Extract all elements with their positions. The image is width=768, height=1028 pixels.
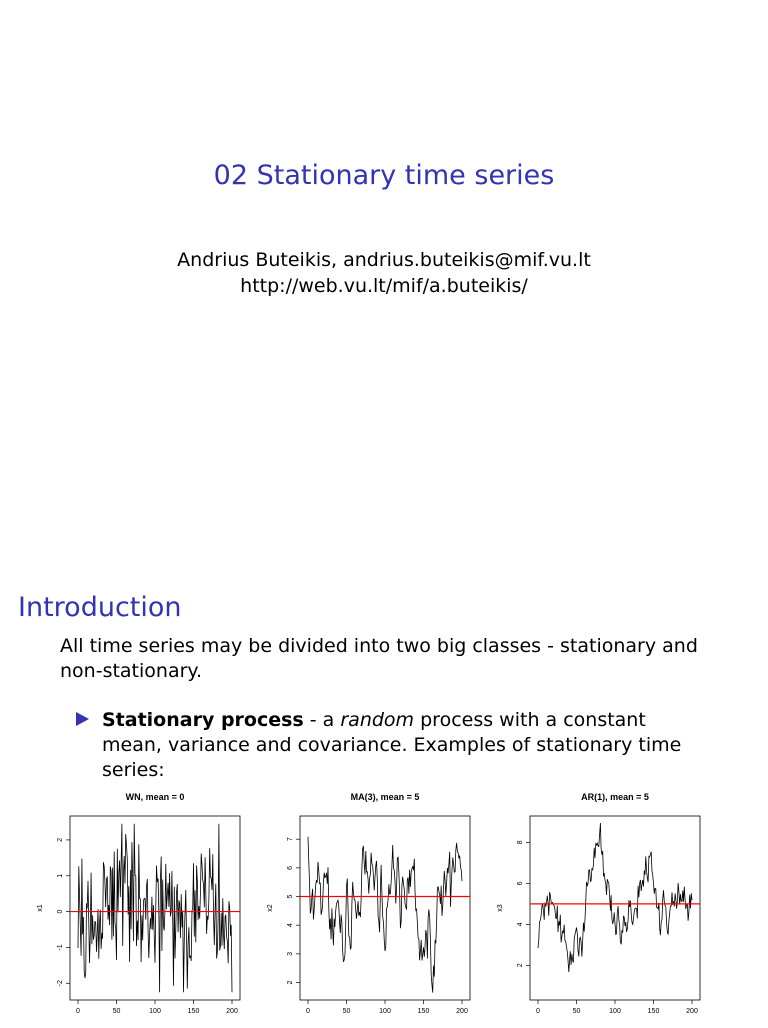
plot-frame (530, 816, 700, 1000)
x-tick-label: 200 (686, 1008, 698, 1015)
bullet-term: Stationary process (102, 709, 304, 731)
y-tick-label: 3 (287, 951, 294, 956)
series-line (78, 824, 232, 992)
frame-title: Introduction (18, 592, 182, 623)
intro-paragraph: All time series may be divided into two big classes - stationary and non-stationary. (60, 635, 698, 682)
bullet-text (102, 708, 702, 783)
time-series-plot-1 (37, 792, 240, 1015)
y-tick-label: 2 (57, 837, 64, 842)
x-tick-label: 200 (456, 1008, 468, 1015)
x-tick-label: 50 (572, 1008, 581, 1015)
author-block (0, 247, 768, 299)
x-tick-label: 100 (149, 1008, 161, 1015)
y-tick-label: 1 (57, 873, 64, 878)
y-tick-label: 8 (517, 840, 524, 845)
author-url[interactable]: http://web.vu.lt/mif/a.buteikis/ (240, 275, 528, 297)
plot-title: AR(1), mean = 5 (581, 792, 649, 802)
x-tick-label: 50 (112, 1008, 121, 1015)
y-tick-label: 0 (57, 909, 65, 914)
y-tick-label: -1 (57, 944, 64, 951)
example-plots (37, 784, 735, 1024)
x-tick-label: 150 (417, 1008, 430, 1015)
bullet-emphasis: random (340, 709, 415, 731)
y-tick-label: 7 (287, 837, 294, 842)
y-axis-label: x3 (497, 904, 504, 912)
series-line (538, 823, 692, 972)
y-tick-label: 5 (287, 894, 294, 899)
plot-title: MA(3), mean = 5 (350, 792, 420, 802)
y-tick-label: 6 (517, 881, 524, 886)
x-tick-label: 50 (342, 1008, 351, 1015)
x-tick-label: 0 (76, 1008, 80, 1015)
y-tick-label: 2 (287, 980, 294, 985)
x-tick-label: 100 (379, 1008, 391, 1015)
x-tick-label: 0 (536, 1008, 540, 1015)
y-tick-label: 6 (287, 865, 294, 870)
x-tick-label: 100 (609, 1008, 621, 1015)
y-axis-label: x2 (267, 904, 274, 912)
author-line: Andrius Buteikis, andrius.buteikis@mif.vu.lt (177, 249, 591, 271)
x-tick-label: 200 (226, 1008, 238, 1015)
y-tick-label: 4 (517, 922, 524, 927)
plots-svg (37, 784, 735, 1024)
time-series-plot-2 (267, 792, 470, 1015)
x-tick-label: 150 (187, 1008, 200, 1015)
bullet-triangle-icon (76, 712, 89, 726)
intro-slide (0, 576, 768, 1024)
time-series-plot-3 (497, 792, 700, 1015)
x-tick-label: 150 (647, 1008, 660, 1015)
y-tick-label: 4 (287, 923, 294, 928)
bullet-text-b: process with a constant mean, variance and covariance. Examples of stationary time series: (102, 709, 682, 781)
x-tick-label: 0 (306, 1008, 310, 1015)
y-axis-label: x1 (37, 904, 44, 912)
series-line (308, 837, 462, 993)
plot-frame (70, 816, 240, 1000)
plot-frame (300, 816, 470, 1000)
slide-title: 02 Stationary time series (213, 160, 555, 191)
y-tick-label: -2 (57, 980, 64, 987)
bullet-text-a: - a (303, 709, 341, 731)
plot-title: WN, mean = 0 (125, 792, 185, 802)
y-tick-label: 2 (517, 963, 524, 968)
